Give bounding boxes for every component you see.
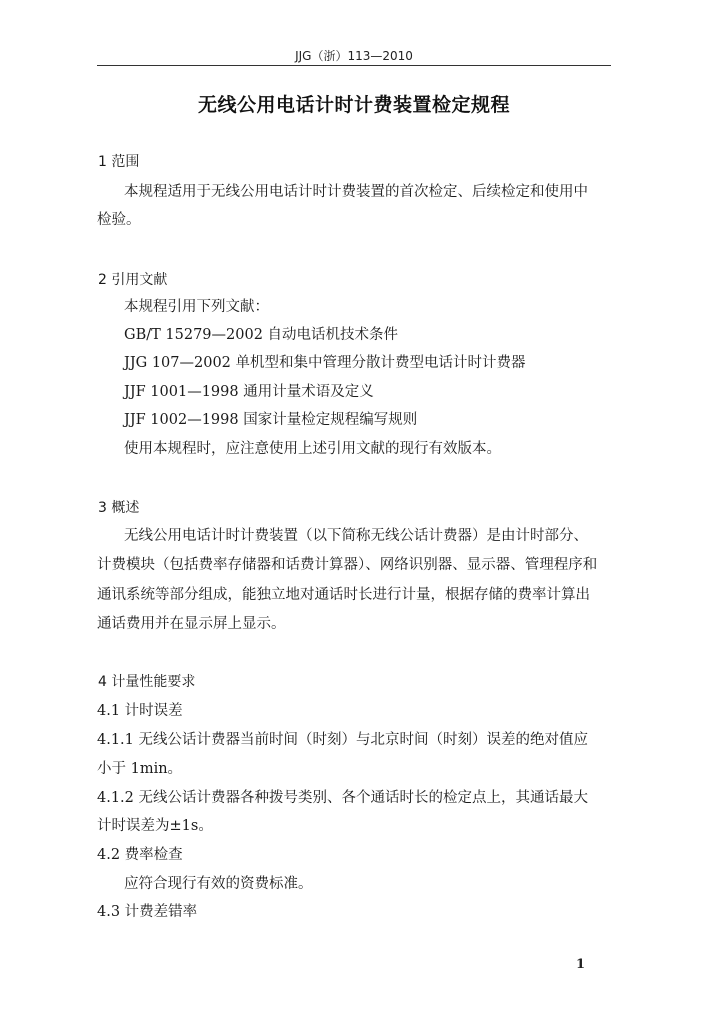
page-number: 1 xyxy=(576,957,586,972)
reference-item: JJG 107—2002 单机型和集中管理分散计费型电话计时计费器 xyxy=(124,355,526,371)
header-divider xyxy=(97,65,611,66)
clause-4-1-2-line-1: 4.1.2 无线公话计费器各种拨号类别、各个通话时长的检定点上，其通话最大 xyxy=(97,790,589,806)
section-3-body-line: 无线公用电话计时计费装置（以下简称无线公话计费器）是由计时部分、 xyxy=(124,528,588,544)
section-2-note: 使用本规程时，应注意使用上述引用文献的现行有效版本。 xyxy=(124,441,501,457)
subsection-4-2-body: 应符合现行有效的资费标准。 xyxy=(124,876,313,892)
section-4-heading: 4 计量性能要求 xyxy=(98,674,196,690)
reference-item: JJF 1002—1998 国家计量检定规程编写规则 xyxy=(124,412,418,428)
section-2-heading: 2 引用文献 xyxy=(98,272,168,288)
section-1-heading: 1 范围 xyxy=(98,154,140,170)
document-code: JJG（浙）113—2010 xyxy=(295,49,413,63)
subsection-4-3-heading: 4.3 计费差错率 xyxy=(97,904,198,920)
document-title: 无线公用电话计时计费装置检定规程 xyxy=(197,94,510,116)
clause-4-1-2-line-2: 计时误差为±1s。 xyxy=(97,818,213,834)
reference-item: GB/T 15279—2002 自动电话机技术条件 xyxy=(124,327,399,343)
section-3-body-line: 通讯系统等部分组成，能独立地对通话时长进行计量，根据存储的费率计算出 xyxy=(97,587,590,603)
section-1-body-line-1: 本规程适用于无线公用电话计时计费装置的首次检定、后续检定和使用中 xyxy=(124,184,588,200)
section-1-body-line-2: 检验。 xyxy=(97,212,141,228)
subsection-4-1-heading: 4.1 计时误差 xyxy=(97,703,183,719)
section-3-body-line: 通话费用并在显示屏上显示。 xyxy=(97,616,286,632)
clause-4-1-1-line-1: 4.1.1 无线公话计费器当前时间（时刻）与北京时间（时刻）误差的绝对值应 xyxy=(97,732,589,748)
subsection-4-2-heading: 4.2 费率检查 xyxy=(97,847,183,863)
section-3-body-line: 计费模块（包括费率存储器和话费计算器）、网络识别器、显示器、管理程序和 xyxy=(97,557,598,573)
clause-4-1-1-line-2: 小于 1min。 xyxy=(97,761,183,777)
section-2-intro: 本规程引用下列文献： xyxy=(124,299,269,315)
section-3-heading: 3 概述 xyxy=(98,500,140,516)
reference-item: JJF 1001—1998 通用计量术语及定义 xyxy=(124,384,374,400)
